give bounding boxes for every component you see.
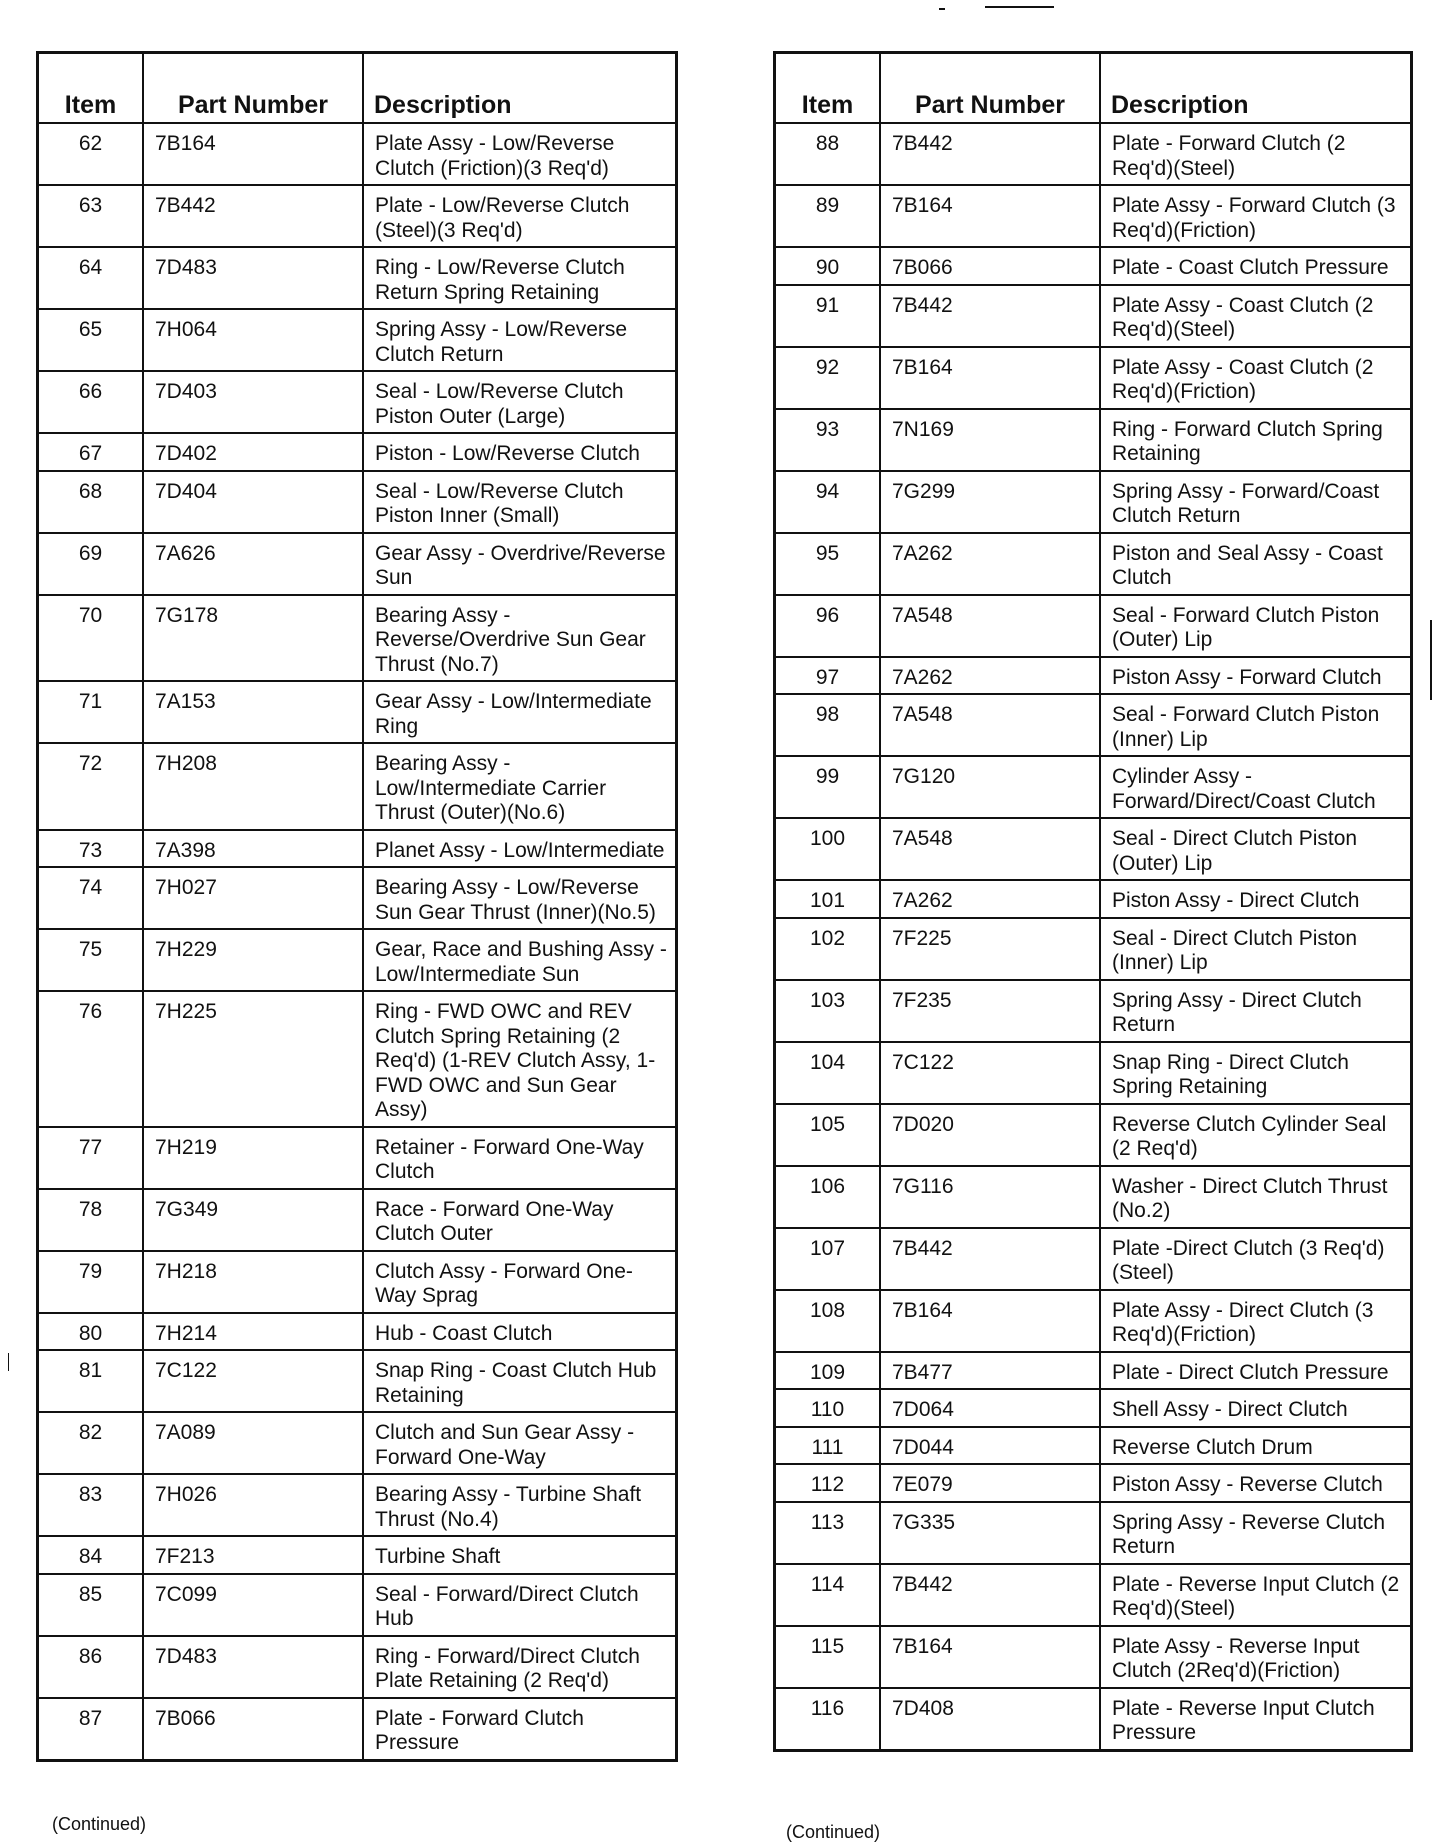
header-part-number: Part Number bbox=[880, 53, 1100, 124]
part-description: Ring - Low/Reverse Clutch Return Spring Retaining bbox=[363, 247, 677, 309]
item-number: 84 bbox=[38, 1536, 144, 1574]
part-number: 7B164 bbox=[143, 123, 363, 185]
table-row bbox=[775, 471, 1412, 533]
item-number: 81 bbox=[38, 1350, 144, 1412]
scan-mark-right bbox=[1430, 620, 1432, 700]
scan-mark-left bbox=[8, 1353, 9, 1371]
left-parts-table bbox=[36, 51, 678, 1762]
part-number: 7G120 bbox=[880, 756, 1100, 818]
table-row bbox=[775, 285, 1412, 347]
item-number: 102 bbox=[775, 918, 881, 980]
table-row bbox=[38, 830, 677, 868]
table-row bbox=[38, 471, 677, 533]
table-row bbox=[775, 880, 1412, 918]
part-description: Bearing Assy - Low/Reverse Sun Gear Thrust (Inner)(No.5) bbox=[363, 867, 677, 929]
table-row bbox=[38, 991, 677, 1127]
part-description: Seal - Low/Reverse Clutch Piston Inner (Small) bbox=[363, 471, 677, 533]
part-number: 7E079 bbox=[880, 1464, 1100, 1502]
part-description: Seal - Forward/Direct Clutch Hub bbox=[363, 1574, 677, 1636]
part-description: Seal - Direct Clutch Piston (Inner) Lip bbox=[1100, 918, 1412, 980]
part-number: 7B066 bbox=[880, 247, 1100, 285]
item-number: 74 bbox=[38, 867, 144, 929]
part-number: 7B164 bbox=[880, 347, 1100, 409]
part-description: Piston and Seal Assy - Coast Clutch bbox=[1100, 533, 1412, 595]
part-number: 7D044 bbox=[880, 1427, 1100, 1465]
part-number: 7A398 bbox=[143, 830, 363, 868]
part-number: 7H026 bbox=[143, 1474, 363, 1536]
right-table-body bbox=[775, 123, 1412, 1750]
item-number: 98 bbox=[775, 694, 881, 756]
part-description: Plate - Forward Clutch Pressure bbox=[363, 1698, 677, 1761]
part-number: 7D020 bbox=[880, 1104, 1100, 1166]
part-description: Gear Assy - Low/Intermediate Ring bbox=[363, 681, 677, 743]
part-number: 7C099 bbox=[143, 1574, 363, 1636]
item-number: 95 bbox=[775, 533, 881, 595]
part-description: Seal - Forward Clutch Piston (Inner) Lip bbox=[1100, 694, 1412, 756]
part-description: Shell Assy - Direct Clutch bbox=[1100, 1389, 1412, 1427]
item-number: 86 bbox=[38, 1636, 144, 1698]
header-part-number: Part Number bbox=[143, 53, 363, 124]
right-continued-note: (Continued) bbox=[786, 1822, 881, 1842]
table-row bbox=[775, 1228, 1412, 1290]
table-row bbox=[775, 657, 1412, 695]
part-number: 7G335 bbox=[880, 1502, 1100, 1564]
part-number: 7A153 bbox=[143, 681, 363, 743]
part-number: 7D064 bbox=[880, 1389, 1100, 1427]
table-row bbox=[775, 1427, 1412, 1465]
part-description: Plate - Coast Clutch Pressure bbox=[1100, 247, 1412, 285]
item-number: 80 bbox=[38, 1313, 144, 1351]
part-description: Ring - Forward Clutch Spring Retaining bbox=[1100, 409, 1412, 471]
part-number: 7H229 bbox=[143, 929, 363, 991]
table-row bbox=[38, 309, 677, 371]
table-row bbox=[775, 918, 1412, 980]
table-row bbox=[38, 185, 677, 247]
part-number: 7B164 bbox=[880, 1290, 1100, 1352]
part-description: Retainer - Forward One-Way Clutch bbox=[363, 1127, 677, 1189]
table-row bbox=[38, 867, 677, 929]
item-number: 115 bbox=[775, 1626, 881, 1688]
part-description: Plate - Forward Clutch (2 Req'd)(Steel) bbox=[1100, 123, 1412, 185]
table-row bbox=[38, 123, 677, 185]
item-number: 70 bbox=[38, 595, 144, 682]
part-number: 7A262 bbox=[880, 657, 1100, 695]
item-number: 116 bbox=[775, 1688, 881, 1751]
table-row bbox=[775, 533, 1412, 595]
item-number: 88 bbox=[775, 123, 881, 185]
table-row bbox=[775, 409, 1412, 471]
item-number: 104 bbox=[775, 1042, 881, 1104]
part-number: 7D483 bbox=[143, 247, 363, 309]
part-number: 7H214 bbox=[143, 1313, 363, 1351]
item-number: 83 bbox=[38, 1474, 144, 1536]
table-row bbox=[38, 1189, 677, 1251]
part-number: 7F225 bbox=[880, 918, 1100, 980]
table-row bbox=[38, 533, 677, 595]
item-number: 109 bbox=[775, 1352, 881, 1390]
part-number: 7G116 bbox=[880, 1166, 1100, 1228]
part-number: 7B066 bbox=[143, 1698, 363, 1761]
table-row bbox=[775, 595, 1412, 657]
part-number: 7C122 bbox=[143, 1350, 363, 1412]
part-description: Plate Assy - Direct Clutch (3 Req'd)(Friction) bbox=[1100, 1290, 1412, 1352]
part-description: Gear Assy - Overdrive/Reverse Sun bbox=[363, 533, 677, 595]
item-number: 94 bbox=[775, 471, 881, 533]
item-number: 62 bbox=[38, 123, 144, 185]
item-number: 96 bbox=[775, 595, 881, 657]
table-row bbox=[38, 433, 677, 471]
item-number: 101 bbox=[775, 880, 881, 918]
table-row bbox=[775, 1042, 1412, 1104]
part-description: Plate Assy - Coast Clutch (2 Req'd)(Friction) bbox=[1100, 347, 1412, 409]
item-number: 79 bbox=[38, 1251, 144, 1313]
scan-mark-top-dot bbox=[939, 8, 945, 10]
part-description: Snap Ring - Coast Clutch Hub Retaining bbox=[363, 1350, 677, 1412]
left-table-header-row bbox=[38, 53, 677, 124]
part-description: Seal - Forward Clutch Piston (Outer) Lip bbox=[1100, 595, 1412, 657]
table-row bbox=[775, 1352, 1412, 1390]
item-number: 66 bbox=[38, 371, 144, 433]
part-description: Seal - Low/Reverse Clutch Piston Outer (Large) bbox=[363, 371, 677, 433]
item-number: 97 bbox=[775, 657, 881, 695]
part-number: 7H218 bbox=[143, 1251, 363, 1313]
part-number: 7D402 bbox=[143, 433, 363, 471]
part-description: Spring Assy - Forward/Coast Clutch Return bbox=[1100, 471, 1412, 533]
item-number: 105 bbox=[775, 1104, 881, 1166]
part-number: 7C122 bbox=[880, 1042, 1100, 1104]
right-parts-table bbox=[773, 51, 1413, 1752]
table-row bbox=[38, 929, 677, 991]
table-row bbox=[775, 1104, 1412, 1166]
item-number: 76 bbox=[38, 991, 144, 1127]
table-row bbox=[775, 1564, 1412, 1626]
table-row bbox=[775, 818, 1412, 880]
left-parts-table-container bbox=[36, 51, 678, 1762]
item-number: 103 bbox=[775, 980, 881, 1042]
part-description: Spring Assy - Direct Clutch Return bbox=[1100, 980, 1412, 1042]
part-description: Plate Assy - Coast Clutch (2 Req'd)(Steel) bbox=[1100, 285, 1412, 347]
part-description: Reverse Clutch Drum bbox=[1100, 1427, 1412, 1465]
item-number: 67 bbox=[38, 433, 144, 471]
item-number: 114 bbox=[775, 1564, 881, 1626]
item-number: 91 bbox=[775, 285, 881, 347]
table-row bbox=[38, 1127, 677, 1189]
table-row bbox=[775, 123, 1412, 185]
part-description: Planet Assy - Low/Intermediate bbox=[363, 830, 677, 868]
part-description: Bearing Assy - Low/Intermediate Carrier Thrust (Outer)(No.6) bbox=[363, 743, 677, 830]
part-description: Clutch Assy - Forward One-Way Sprag bbox=[363, 1251, 677, 1313]
part-description: Gear, Race and Bushing Assy - Low/Intermediate Sun bbox=[363, 929, 677, 991]
table-row bbox=[38, 247, 677, 309]
part-description: Race - Forward One-Way Clutch Outer bbox=[363, 1189, 677, 1251]
part-number: 7A548 bbox=[880, 818, 1100, 880]
item-number: 71 bbox=[38, 681, 144, 743]
item-number: 65 bbox=[38, 309, 144, 371]
table-row bbox=[38, 1474, 677, 1536]
right-table-header-row bbox=[775, 53, 1412, 124]
part-number: 7A626 bbox=[143, 533, 363, 595]
table-row bbox=[775, 694, 1412, 756]
part-description: Cylinder Assy - Forward/Direct/Coast Clutch bbox=[1100, 756, 1412, 818]
part-number: 7G299 bbox=[880, 471, 1100, 533]
item-number: 107 bbox=[775, 1228, 881, 1290]
part-number: 7D404 bbox=[143, 471, 363, 533]
part-description: Snap Ring - Direct Clutch Spring Retaining bbox=[1100, 1042, 1412, 1104]
item-number: 72 bbox=[38, 743, 144, 830]
part-description: Seal - Direct Clutch Piston (Outer) Lip bbox=[1100, 818, 1412, 880]
part-description: Bearing Assy - Turbine Shaft Thrust (No.4) bbox=[363, 1474, 677, 1536]
item-number: 112 bbox=[775, 1464, 881, 1502]
item-number: 89 bbox=[775, 185, 881, 247]
part-description: Spring Assy - Low/Reverse Clutch Return bbox=[363, 309, 677, 371]
header-description: Description bbox=[1100, 53, 1412, 124]
table-row bbox=[775, 1166, 1412, 1228]
header-description: Description bbox=[363, 53, 677, 124]
part-description: Piston Assy - Reverse Clutch bbox=[1100, 1464, 1412, 1502]
item-number: 68 bbox=[38, 471, 144, 533]
table-row bbox=[775, 247, 1412, 285]
part-number: 7G178 bbox=[143, 595, 363, 682]
part-description: Plate Assy - Reverse Input Clutch (2Req'd)(Friction) bbox=[1100, 1626, 1412, 1688]
table-row bbox=[775, 347, 1412, 409]
part-number: 7H208 bbox=[143, 743, 363, 830]
item-number: 106 bbox=[775, 1166, 881, 1228]
table-row bbox=[38, 1574, 677, 1636]
table-row bbox=[38, 1536, 677, 1574]
part-number: 7B477 bbox=[880, 1352, 1100, 1390]
part-description: Plate Assy - Forward Clutch (3 Req'd)(Friction) bbox=[1100, 185, 1412, 247]
header-item: Item bbox=[775, 53, 881, 124]
part-description: Turbine Shaft bbox=[363, 1536, 677, 1574]
part-number: 7D403 bbox=[143, 371, 363, 433]
part-number: 7H219 bbox=[143, 1127, 363, 1189]
item-number: 90 bbox=[775, 247, 881, 285]
part-number: 7H064 bbox=[143, 309, 363, 371]
part-number: 7N169 bbox=[880, 409, 1100, 471]
part-number: 7A548 bbox=[880, 694, 1100, 756]
part-number: 7H225 bbox=[143, 991, 363, 1127]
part-description: Spring Assy - Reverse Clutch Return bbox=[1100, 1502, 1412, 1564]
item-number: 113 bbox=[775, 1502, 881, 1564]
part-number: 7D483 bbox=[143, 1636, 363, 1698]
item-number: 100 bbox=[775, 818, 881, 880]
table-row bbox=[38, 743, 677, 830]
part-description: Piston - Low/Reverse Clutch bbox=[363, 433, 677, 471]
part-number: 7B442 bbox=[880, 123, 1100, 185]
table-row bbox=[38, 371, 677, 433]
table-row bbox=[38, 1313, 677, 1351]
table-row bbox=[775, 756, 1412, 818]
part-number: 7F213 bbox=[143, 1536, 363, 1574]
part-description: Plate - Reverse Input Clutch Pressure bbox=[1100, 1688, 1412, 1751]
part-number: 7B164 bbox=[880, 185, 1100, 247]
table-row bbox=[775, 1389, 1412, 1427]
part-description: Plate - Direct Clutch Pressure bbox=[1100, 1352, 1412, 1390]
table-row bbox=[775, 1688, 1412, 1751]
scan-mark-top bbox=[985, 6, 1054, 8]
part-number: 7B442 bbox=[880, 285, 1100, 347]
item-number: 93 bbox=[775, 409, 881, 471]
header-item: Item bbox=[38, 53, 144, 124]
table-row bbox=[38, 1636, 677, 1698]
item-number: 110 bbox=[775, 1389, 881, 1427]
part-number: 7G349 bbox=[143, 1189, 363, 1251]
table-row bbox=[775, 1290, 1412, 1352]
table-row bbox=[775, 1464, 1412, 1502]
part-description: Plate -Direct Clutch (3 Req'd)(Steel) bbox=[1100, 1228, 1412, 1290]
part-number: 7A548 bbox=[880, 595, 1100, 657]
table-row bbox=[38, 1698, 677, 1761]
part-number: 7D408 bbox=[880, 1688, 1100, 1751]
part-number: 7B442 bbox=[880, 1228, 1100, 1290]
part-number: 7A262 bbox=[880, 533, 1100, 595]
table-row bbox=[775, 980, 1412, 1042]
item-number: 85 bbox=[38, 1574, 144, 1636]
item-number: 87 bbox=[38, 1698, 144, 1761]
part-description: Ring - FWD OWC and REV Clutch Spring Retaining (2 Req'd) (1-REV Clutch Assy, 1-FWD OWC and Sun Gear Assy) bbox=[363, 991, 677, 1127]
table-row bbox=[775, 1626, 1412, 1688]
part-description: Ring - Forward/Direct Clutch Plate Retaining (2 Req'd) bbox=[363, 1636, 677, 1698]
item-number: 99 bbox=[775, 756, 881, 818]
item-number: 75 bbox=[38, 929, 144, 991]
table-row bbox=[775, 185, 1412, 247]
item-number: 108 bbox=[775, 1290, 881, 1352]
item-number: 82 bbox=[38, 1412, 144, 1474]
part-number: 7B164 bbox=[880, 1626, 1100, 1688]
part-description: Washer - Direct Clutch Thrust (No.2) bbox=[1100, 1166, 1412, 1228]
part-number: 7A089 bbox=[143, 1412, 363, 1474]
table-row bbox=[38, 595, 677, 682]
part-description: Clutch and Sun Gear Assy - Forward One-Way bbox=[363, 1412, 677, 1474]
table-row bbox=[38, 681, 677, 743]
item-number: 77 bbox=[38, 1127, 144, 1189]
right-parts-table-container bbox=[773, 51, 1413, 1752]
item-number: 63 bbox=[38, 185, 144, 247]
part-description: Piston Assy - Forward Clutch bbox=[1100, 657, 1412, 695]
left-continued-note: (Continued) bbox=[52, 1814, 147, 1834]
item-number: 73 bbox=[38, 830, 144, 868]
item-number: 69 bbox=[38, 533, 144, 595]
part-description: Plate Assy - Low/Reverse Clutch (Friction)(3 Req'd) bbox=[363, 123, 677, 185]
part-description: Plate - Reverse Input Clutch (2 Req'd)(Steel) bbox=[1100, 1564, 1412, 1626]
item-number: 111 bbox=[775, 1427, 881, 1465]
part-description: Reverse Clutch Cylinder Seal (2 Req'd) bbox=[1100, 1104, 1412, 1166]
part-number: 7H027 bbox=[143, 867, 363, 929]
table-row bbox=[38, 1251, 677, 1313]
table-row bbox=[38, 1350, 677, 1412]
item-number: 78 bbox=[38, 1189, 144, 1251]
table-row bbox=[775, 1502, 1412, 1564]
part-number: 7B442 bbox=[880, 1564, 1100, 1626]
part-number: 7A262 bbox=[880, 880, 1100, 918]
item-number: 64 bbox=[38, 247, 144, 309]
part-number: 7B442 bbox=[143, 185, 363, 247]
part-description: Hub - Coast Clutch bbox=[363, 1313, 677, 1351]
item-number: 92 bbox=[775, 347, 881, 409]
table-row bbox=[38, 1412, 677, 1474]
part-number: 7F235 bbox=[880, 980, 1100, 1042]
part-description: Plate - Low/Reverse Clutch (Steel)(3 Req'd) bbox=[363, 185, 677, 247]
part-description: Piston Assy - Direct Clutch bbox=[1100, 880, 1412, 918]
left-table-body bbox=[38, 123, 677, 1760]
part-description: Bearing Assy - Reverse/Overdrive Sun Gear Thrust (No.7) bbox=[363, 595, 677, 682]
